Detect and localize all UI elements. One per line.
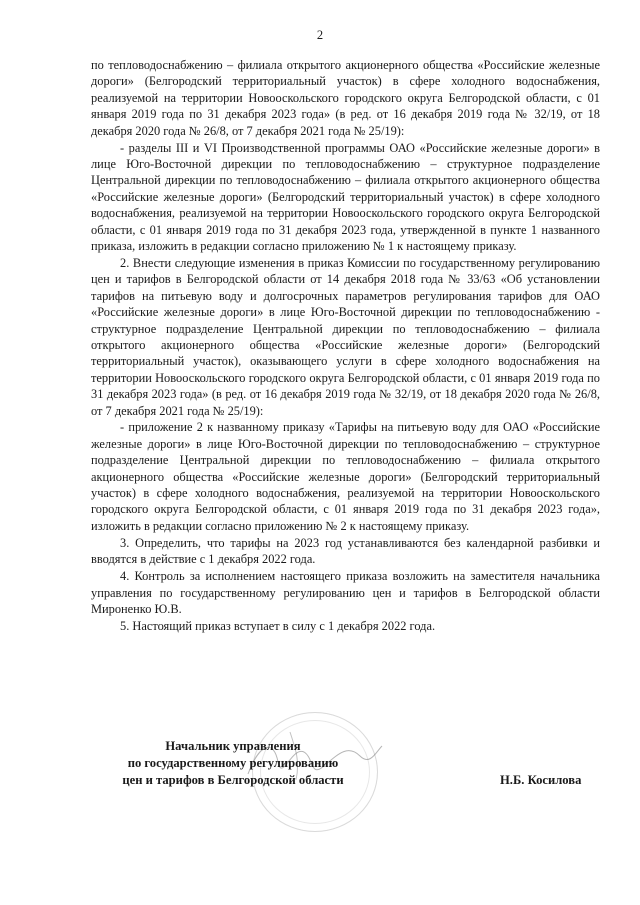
signatory-title-line-1: Начальник управления <box>165 739 301 753</box>
signatory-title-line-3: цен и тарифов в Белгородской области <box>122 773 344 787</box>
paragraph-continuation: по тепловодоснабжению – филиала открытого акционерного общества «Российские железные дороги» (Белгородский территориальный участок) в сфере холодного водоснабжения, реализуемой на территории Новооскольского городского округа Белгородской области, с 01 января 2019 года по 31 декабря 2023 года» (в ред. от 16 декабря 2019 года № 32/19, от 18 декабря 2020 года № 26/8, от 7 декабря 2021 года № 25/19): <box>91 58 600 138</box>
page-number: 2 <box>316 28 324 42</box>
paragraph-item-4: 4. Контроль за исполнением настоящего приказа возложить на заместителя начальника управления по государственному регулированию цен и тарифов в Белгородской области Мироненко Ю.В. <box>91 569 600 616</box>
paragraph-item-2: 2. Внести следующие изменения в приказ Комиссии по государственному регулированию цен и тарифов в Белгородской области от 14 декабря 2018 года № 33/63 «Об установлении тарифов на питьевую воду и долгосрочных параметров регулирования тарифов для ОАО «Российские железные дороги» в лице Юго-Восточной дирекции по тепловодоснабжению - структурное подразделение Центральной дирекции по тепловодоснабжению – филиала открытого акционерного общества «Российские железные дороги» (Белгородский территориальный участок), оказывающего услуги в сфере холодного водоснабжения на территории Новооскольского городского округа Белгородской области, с 01 января 2019 года по 31 декабря 2023 года» (в ред. от 16 декабря 2019 года № 32/19, от 18 декабря 2020 года № 26/8, от 7 декабря 2021 года № 25/19): <box>91 255 600 418</box>
signatory-title-line-2: по государственному регулированию <box>127 756 339 770</box>
paragraph-appendix-item: - приложение 2 к названному приказу «Тарифы на питьевую воду для ОАО «Российские железные дороги» в лице Юго-Восточной дирекции по тепловодоснабжению – структурное подразделение Центральной дирекции по тепловодоснабжению – филиала открытого акционерного общества «Российские железные дороги» (Белгородский территориальный участок) в сфере холодного водоснабжения, реализуемой на территории Новооскольского городского округа Белгородской области, с 01 января 2019 года по 31 декабря 2023 года», изложить в редакции согласно приложению № 2 к настоящему приказу. <box>91 420 600 533</box>
document-body <box>91 57 600 634</box>
signatory-name: Н.Б. Косилова <box>500 773 582 787</box>
paragraph-sections-item: - разделы III и VI Производственной программы ОАО «Российские железные дороги» в лице Юго-Восточной дирекции по тепловодоснабжению – структурное подразделение Центральной дирекции по тепловодоснабжению – филиала открытого акционерного общества «Российские железные дороги» (Белгородский территориальный участок) в сфере холодного водоснабжения, реализуемой на территории Новооскольского городского округа Белгородской области, с 01 января 2019 года по 31 декабря 2023 года, утвержденной в пункте 1 названного приказа, изложить в редакции согласно приложению № 1 к настоящему приказу. <box>91 140 600 253</box>
paragraph-item-3: 3. Определить, что тарифы на 2023 год устанавливаются без календарной разбивки и вводятся в действие с 1 декабря 2022 года. <box>91 535 600 567</box>
paragraph-item-5: 5. Настоящий приказ вступает в силу с 1 декабря 2022 года. <box>120 618 436 633</box>
signatory-title <box>108 738 358 789</box>
